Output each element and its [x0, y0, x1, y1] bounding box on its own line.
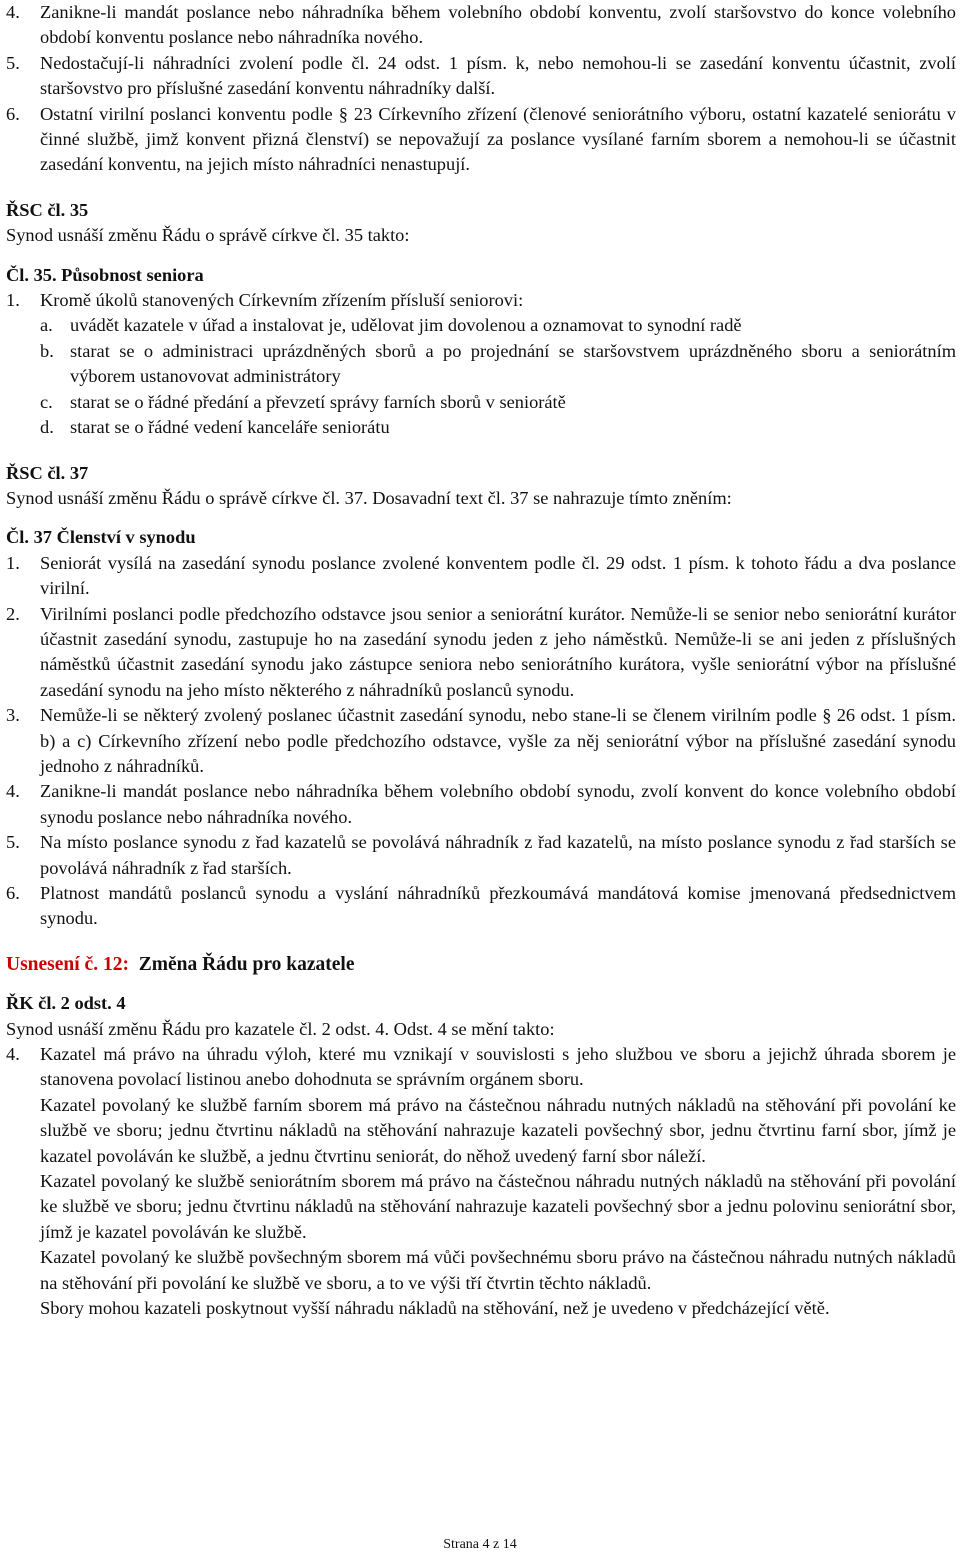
list-item	[6, 51, 956, 102]
item-text: Zanikne-li mandát poslance nebo náhradníka během volebního období synodu, zvolí konvent do konce volebního období synodu poslance nebo náhradníka nového.	[40, 781, 956, 827]
item-number: 5.	[6, 52, 20, 73]
sub-item-letter: b.	[40, 340, 54, 361]
sub-item-text: starat se o řádné vedení kanceláře seniorátu	[70, 417, 390, 438]
list-item	[6, 881, 956, 932]
list-item	[6, 288, 956, 313]
item-text: Seniorát vysílá na zasedání synodu poslance zvolené konventem podle čl. 29 odst. 1 písm. k tohoto řádu a dva poslance virilní.	[40, 552, 956, 599]
sub-item-text: starat se o administraci uprázdněných sborů a po projednání se staršovstvem uprázdněného sboru a seniorátním výborem ustanovovat administrátory	[70, 340, 956, 387]
paragraph: Kazatel povolaný ke službě seniorátním sborem má právo na částečnou náhradu nutných nákladů na stěhování při povolání ke službě ve sboru; jednu čtvrtinu nákladů na stěhování nahrazuje kazateli povšechný sbor a jednu polovinu seniorátní sbor, jímž je kazatel povoláván ke službě.	[40, 1171, 956, 1242]
top-list	[6, 0, 956, 178]
section-heading-rsc37: ŘSC čl. 37	[6, 462, 89, 483]
item-number: 3.	[6, 705, 20, 726]
section-intro: Synod usnáší změnu Řádu o správě církve čl. 35 takto:	[6, 225, 410, 246]
list-item	[6, 830, 956, 881]
list-item	[6, 602, 956, 704]
sub-list	[6, 313, 956, 440]
resolution-heading	[6, 952, 956, 977]
item-text: Nemůže-li se některý zvolený poslanec účastnit zasedání synodu, nebo stane-li se členem virilním podle § 26 odst. 1 písm. b) a c) Církevního zřízení nebo podle předchozího odstavce, vyšle za něj seniorátní výbor na příslušné zasedání synodu jednoho z náhradníků.	[40, 705, 956, 776]
spacer	[6, 511, 956, 525]
sub-item-text: uvádět kazatele v úřad a instalovat je, udělovat jim dovolenou a oznamovat to synodní radě	[70, 315, 742, 336]
spacer	[6, 178, 956, 198]
resolution-label: Usnesení č. 12:	[6, 953, 129, 975]
section-intro: Synod usnáší změnu Řádu pro kazatele čl. 2 odst. 4. Odst. 4 se mění takto:	[6, 1018, 555, 1039]
spacer	[6, 249, 956, 263]
spacer	[6, 977, 956, 991]
list-item	[6, 551, 956, 602]
document-page	[6, 0, 956, 1322]
item-number: 4.	[6, 2, 20, 22]
item-text: Nedostačují-li náhradníci zvolení podle čl. 24 odst. 1 písm. k, nebo nemohou-li se zasedání konventu účastnit, zvolí staršovstvo pro příslušné zasedání konventu náhradníky další.	[40, 52, 956, 99]
sub-item	[40, 390, 956, 415]
item-text: Platnost mandátů poslanců synodu a vyslání náhradníků přezkoumává mandátová komise jmenovaná předsednictvem synodu.	[40, 883, 956, 929]
item-text: Kazatel má právo na úhradu výloh, které mu vznikají v souvislosti s jeho službou ve sboru a jejichž úhrada sborem je stanovena povolací listinou anebo dohodnuta se správním orgánem sboru.	[40, 1044, 956, 1090]
item-number: 5.	[6, 832, 20, 853]
resolution-title: Změna Řádu pro kazatele	[138, 953, 355, 975]
item-number: 6.	[6, 883, 20, 903]
item-number: 6.	[6, 103, 20, 124]
list-item	[6, 703, 956, 779]
paragraph: Kazatel povolaný ke službě farním sborem má právo na částečnou náhradu nutných nákladů na stěhování při povolání ke službě ve sboru; jednu čtvrtinu nákladů na stěhování nahrazuje kazateli povšechný sbor, jednu čtvrtinu farní sbor, jímž je kazatel povoláván ke službě, a jednu čtvrtinu seniorát, do něhož uvedený farní sbor náleží.	[40, 1094, 956, 1166]
list-item	[6, 1042, 956, 1093]
sub-item-letter: c.	[40, 391, 53, 412]
item-text: Na místo poslance synodu z řad kazatelů se povolává náhradník z řad kazatelů, na místo poslance synodu z řad starších se povolává náhradník z řad starších.	[40, 832, 956, 878]
list-item	[6, 0, 956, 51]
sub-item-letter: a.	[40, 315, 53, 336]
paragraph: Sbory mohou kazateli poskytnout vyšší náhradu nákladů na stěhování, než je uvedeno v předcházející větě.	[40, 1298, 830, 1319]
sub-item-letter: d.	[40, 417, 54, 438]
article-title: Čl. 37 Členství v synodu	[6, 527, 196, 548]
list-item	[6, 779, 956, 830]
item-number: 4.	[6, 781, 20, 802]
item-number: 4.	[6, 1044, 20, 1065]
page-number: Strana 4 z 14	[443, 1537, 517, 1552]
article-title: Čl. 35. Působnost seniora	[6, 264, 204, 285]
spacer	[6, 441, 956, 461]
sub-item	[40, 313, 956, 338]
item-number: 1.	[6, 290, 20, 311]
sub-item	[40, 339, 956, 390]
sub-item	[40, 415, 956, 440]
sub-item-text: starat se o řádné předání a převzetí správy farních sborů v seniorátě	[70, 391, 566, 412]
item-text: Virilními poslanci podle předchozího odstavce jsou senior a seniorátní kurátor. Nemůže-li se senior nebo seniorátní kurátor účastnit zasedání synodu, zastupuje ho na zasedání synodu jeden z jeho náměstků. Nemůže-li se ani jeden z příslušných náměstků účastnit zasedání synodu jako zástupce seniora nebo seniorátního kurátora, vyšle seniorátní výbor na příslušné zasedání synodu na jeho místo některého z náhradníků poslanců synodu.	[40, 603, 956, 700]
item-number: 2.	[6, 603, 20, 624]
item-text: Zanikne-li mandát poslance nebo náhradníka během volebního období konventu, zvolí staršovstvo do konce volebního období konventu poslance nebo náhradníka nového.	[40, 2, 956, 48]
section-heading-rk2: ŘK čl. 2 odst. 4	[6, 993, 126, 1014]
section-heading-rsc35: ŘSC čl. 35	[6, 199, 89, 220]
paragraph: Kazatel povolaný ke službě povšechným sborem má vůči povšechnému sboru právo na částečnou náhradu nutných nákladů na stěhování při povolání ke službě ve sboru, a to ve výši tří čtvrtin těchto nákladů.	[40, 1247, 956, 1293]
item-text: Kromě úkolů stanovených Církevním zřízením přísluší seniorovi:	[40, 290, 524, 311]
rsc37-list	[6, 551, 956, 932]
item-text: Ostatní virilní poslanci konventu podle § 23 Církevního zřízení (členové seniorátního výboru, ostatní kazatelé seniorátu v činné službě, jimž konvent přizná členství) se nepovažují za poslance vysílané farním sborem a nemohou-li se účastnit zasedání konventu, na jejich místo náhradníci nenastupují.	[40, 103, 956, 175]
spacer	[6, 932, 956, 952]
item-number: 1.	[6, 552, 20, 573]
list-item	[6, 102, 956, 178]
section-intro: Synod usnáší změnu Řádu o správě církve čl. 37. Dosavadní text čl. 37 se nahrazuje tímto zněním:	[6, 487, 732, 508]
